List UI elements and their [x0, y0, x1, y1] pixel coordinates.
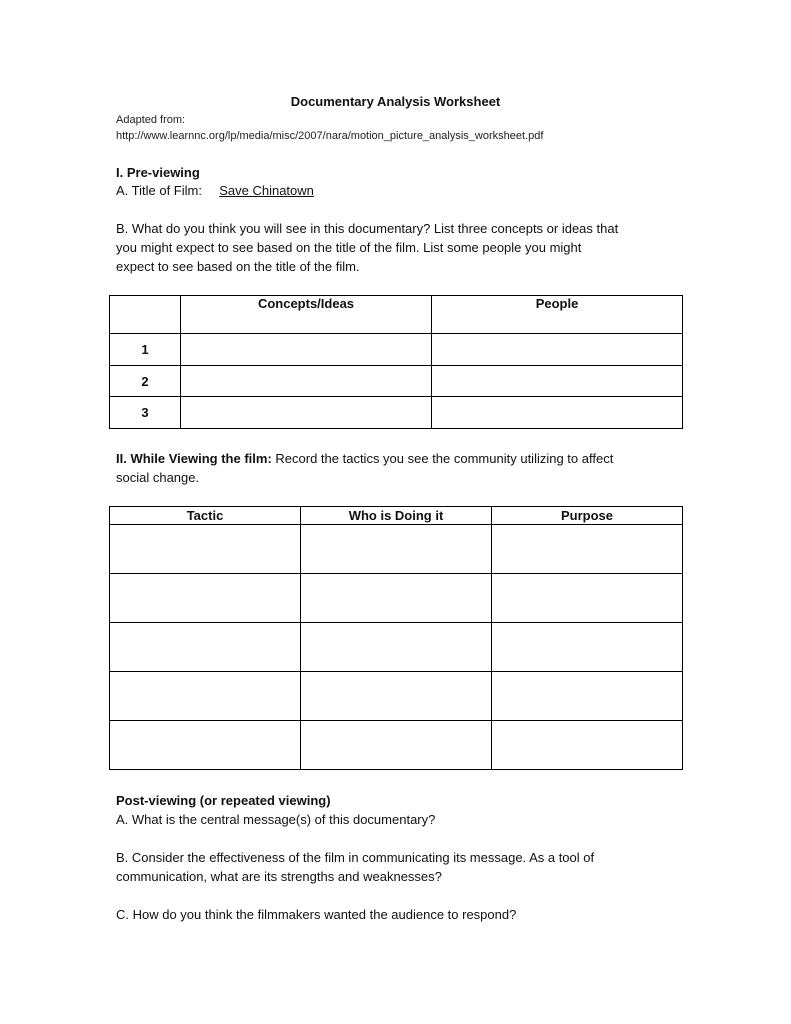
concepts-people-table	[109, 295, 683, 429]
film-title-row	[116, 183, 314, 198]
post-question-a: A. What is the central message(s) of this documentary?	[116, 812, 436, 827]
question-b-line-3: expect to see based on the title of the film.	[116, 259, 360, 274]
who-cell[interactable]	[301, 672, 492, 721]
header-who: Who is Doing it	[301, 507, 492, 525]
table-row	[110, 623, 683, 672]
table-row	[110, 334, 683, 366]
tactic-cell[interactable]	[110, 623, 301, 672]
table-row	[110, 366, 683, 397]
who-cell[interactable]	[301, 574, 492, 623]
table-row	[110, 574, 683, 623]
row-number: 3	[110, 397, 181, 429]
while-viewing-heading: II. While Viewing the film:	[116, 451, 272, 466]
question-b-line-2: you might expect to see based on the title of the film. List some people you might	[116, 240, 582, 255]
people-cell-3[interactable]	[432, 397, 683, 429]
people-cell-2[interactable]	[432, 366, 683, 397]
purpose-cell[interactable]	[492, 574, 683, 623]
post-question-b-line-1: B. Consider the effectiveness of the film in communicating its message. As a tool of	[116, 850, 595, 865]
who-cell[interactable]	[301, 721, 492, 770]
table-row	[110, 721, 683, 770]
concepts-cell-2[interactable]	[181, 366, 432, 397]
while-viewing-text: Record the tactics you see the community utilizing to affect	[271, 451, 614, 466]
header-tactic: Tactic	[110, 507, 301, 525]
purpose-cell[interactable]	[492, 623, 683, 672]
adapted-label: Adapted from:	[116, 114, 186, 126]
row-number: 1	[110, 334, 181, 366]
purpose-cell[interactable]	[492, 672, 683, 721]
table-header-row	[110, 296, 683, 334]
while-viewing-line-1	[116, 451, 613, 466]
tactic-cell[interactable]	[110, 574, 301, 623]
post-question-c: C. How do you think the filmmakers wanted the audience to respond?	[116, 907, 517, 922]
who-cell[interactable]	[301, 623, 492, 672]
question-b-line-1: B. What do you think you will see in this documentary? List three concepts or ideas that	[116, 221, 619, 236]
film-title-value: Save Chinatown	[219, 183, 314, 198]
tactics-header-row	[110, 507, 683, 525]
who-cell[interactable]	[301, 525, 492, 574]
post-question-b-line-2: communication, what are its strengths and weaknesses?	[116, 869, 442, 884]
adapted-url-link[interactable]: http://www.learnnc.org/lp/media/misc/2007/nara/motion_picture_analysis_worksheet.pdf	[116, 130, 544, 142]
purpose-cell[interactable]	[492, 721, 683, 770]
row-number: 2	[110, 366, 181, 397]
concepts-cell-3[interactable]	[181, 397, 432, 429]
tactic-cell[interactable]	[110, 672, 301, 721]
while-viewing-line-2: social change.	[116, 470, 200, 485]
header-purpose: Purpose	[492, 507, 683, 525]
film-title-label: A. Title of Film:	[116, 183, 202, 198]
table-header-blank	[110, 296, 181, 334]
post-viewing-heading: Post-viewing (or repeated viewing)	[116, 793, 331, 808]
tactic-cell[interactable]	[110, 721, 301, 770]
table-header-people: People	[432, 296, 683, 334]
table-row	[110, 525, 683, 574]
page-title: Documentary Analysis Worksheet	[290, 94, 501, 109]
tactics-table	[109, 506, 683, 770]
tactic-cell[interactable]	[110, 525, 301, 574]
table-row	[110, 397, 683, 429]
purpose-cell[interactable]	[492, 525, 683, 574]
pre-viewing-heading: I. Pre-viewing	[116, 165, 200, 180]
concepts-cell-1[interactable]	[181, 334, 432, 366]
table-row	[110, 672, 683, 721]
people-cell-1[interactable]	[432, 334, 683, 366]
table-header-concepts: Concepts/Ideas	[181, 296, 432, 334]
